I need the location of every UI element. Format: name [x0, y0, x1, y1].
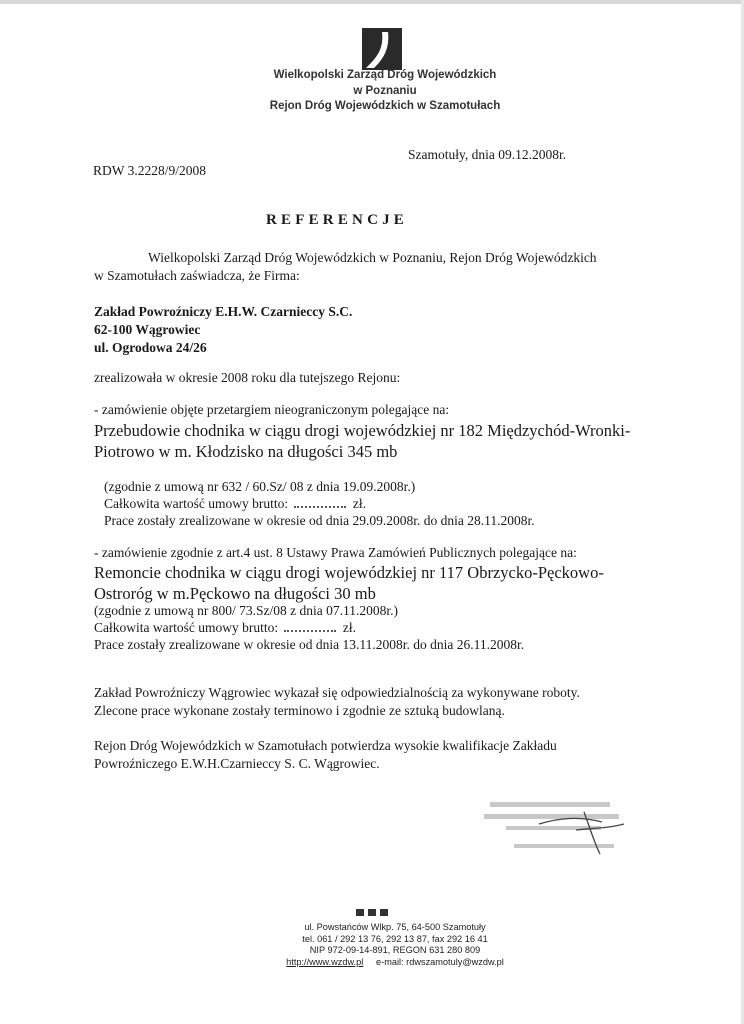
order2-period: Prace zostały zrealizowane w okresie od dnia 13.11.2008r. do dnia 26.11.2008r. — [94, 637, 525, 652]
confirmation-line-1: Rejon Dróg Wojewódzkich w Szamotułach potwierdza wysokie kwalifikacje Zakładu — [94, 738, 557, 753]
scan-top-edge — [0, 0, 744, 4]
order2-details — [94, 602, 524, 653]
document-title: REFERENCJE — [266, 212, 409, 228]
statement-paragraph — [94, 684, 580, 720]
order2-value-label: Całkowita wartość umowy brutto: — [94, 620, 279, 635]
order2-value-line — [94, 619, 524, 636]
letterhead-line-2: w Poznaniu — [353, 84, 417, 97]
confirmation-line-2: Powroźniczego E.W.H.Czarnieccy S. C. Wągrowiec. — [94, 756, 380, 771]
footer-ids: NIP 972-09-14-891, REGON 631 280 809 — [309, 945, 481, 955]
order2-desc-line-1: Remoncie chodnika w ciągu drogi wojewódzkiej nr 117 Obrzycko-Pęckowo- — [94, 563, 604, 582]
order1-contract: (zgodnie z umową nr 632 / 60.Sz/ 08 z dnia 19.09.2008r.) — [104, 479, 416, 494]
confirmation-paragraph — [94, 737, 557, 773]
statement-line-1: Zakład Powroźniczy Wągrowiec wykazał się odpowiedzialnością za wykonywane roboty. — [94, 685, 580, 700]
order1-desc-line-2: Piotrowo w m. Kłodzisko na długości 345 mb — [94, 442, 398, 461]
order2-contract: (zgodnie z umową nr 800/ 73.Sz/08 z dnia 07.11.2008r.) — [94, 603, 398, 618]
footer-phones: tel. 061 / 292 13 76, 292 13 87, fax 292 16 41 — [302, 933, 488, 944]
footer — [250, 922, 540, 968]
intro-line-1: Wielkopolski Zarząd Dróg Wojewódzkich w Poznaniu, Rejon Dróg Wojewódzkich — [148, 250, 597, 265]
order1-value-currency: zł. — [352, 496, 366, 511]
order2-value-currency: zł. — [342, 620, 356, 635]
realized-line: zrealizowała w okresie 2008 roku dla tutejszego Rejonu: — [94, 370, 401, 385]
intro-paragraph — [94, 249, 664, 285]
order2-intro: - zamówienie zgodnie z art.4 ust. 8 Ustawy Prawa Zamówień Publicznych polegające na: — [94, 545, 577, 560]
company-name: Zakład Powroźniczy E.H.W. Czarnieccy S.C. — [94, 304, 353, 319]
footer-address: ul. Powstańców Wlkp. 75, 64-500 Szamotuły — [304, 922, 486, 932]
company-block — [94, 303, 352, 357]
footer-email: e-mail: rdwszamotuly@wzdw.pl — [376, 956, 504, 967]
redacted-amount — [284, 621, 336, 632]
order1-value-label: Całkowita wartość umowy brutto: — [104, 496, 289, 511]
order1-intro: - zamówienie objęte przetargiem nieograniczonym polegające na: — [94, 402, 450, 417]
letterhead-line-3: Rejon Dróg Wojewódzkich w Szamotułach — [269, 100, 501, 112]
order1-value-line — [104, 495, 535, 512]
footer-divider-icon — [356, 903, 392, 921]
order2-desc-line-2: Ostroróg w m.Pęckowo na długości 30 mb — [94, 584, 376, 603]
order1-period: Prace zostały zrealizowane w okresie od dnia 29.09.2008r. do dnia 28.11.2008r. — [104, 513, 535, 528]
order1-description — [94, 420, 674, 462]
stamp-signature-icon — [484, 798, 644, 868]
redacted-amount — [294, 497, 346, 508]
order1-details — [104, 478, 535, 529]
company-street: ul. Ogrodowa 24/26 — [94, 340, 207, 355]
reference-number: RDW 3.2228/9/2008 — [93, 163, 207, 178]
logo-icon — [362, 28, 402, 70]
intro-line-2: w Szamotułach zaświadcza, że Firma: — [94, 268, 300, 283]
footer-website-link[interactable]: http://www.wzdw.pl — [286, 956, 364, 967]
letterhead — [220, 68, 550, 115]
company-city: 62-100 Wągrowiec — [94, 322, 201, 337]
place-date: Szamotuły, dnia 09.12.2008r. — [408, 147, 567, 162]
letterhead-line-1: Wielkopolski Zarząd Dróg Wojewódzkich — [273, 69, 497, 81]
statement-line-2: Zlecone prace wykonane zostały terminowo i zgodnie ze sztuką budowlaną. — [94, 703, 505, 718]
order2-description — [94, 562, 674, 604]
order1-desc-line-1: Przebudowie chodnika w ciągu drogi wojewódzkiej nr 182 Międzychód-Wronki- — [94, 421, 631, 440]
footer-contact — [250, 957, 540, 969]
